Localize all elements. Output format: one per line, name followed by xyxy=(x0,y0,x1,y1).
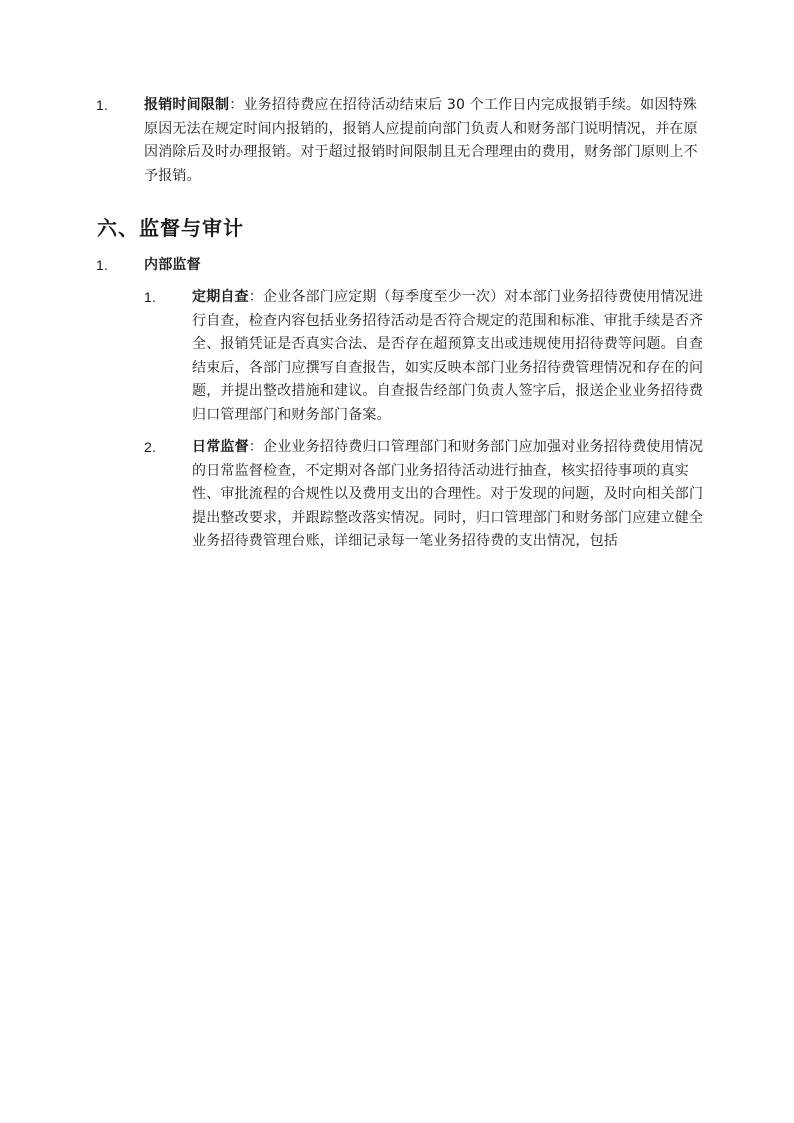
list-item-self-check xyxy=(144,286,714,427)
item-title: 报销时间限制 xyxy=(144,97,230,113)
list-item-report-time-limit xyxy=(96,94,716,188)
list-number: 1. xyxy=(96,257,109,273)
list-item-internal-supervision xyxy=(96,254,716,278)
list-number: 1. xyxy=(144,289,157,305)
list-number: 1. xyxy=(96,97,109,113)
list-item-content xyxy=(144,94,704,188)
item-title: 定期自查 xyxy=(192,289,249,305)
list-item-content xyxy=(192,436,710,554)
item-text: ：企业业务招待费归口管理部门和财务部门应加强对业务招待费使用情况的日常监督检查，不定期对各部门业务招待活动进行抽查，核实招待事项的真实性、审批流程的合规性以及费用支出的合理性。对于发现的问题，及时向相关部门提出整改要求，并跟踪整改落实情况。同时，归口管理部门和财务部门应建立健全业务招待费管理台账，详细记录每一笔业务招待费的支出情况，包括 xyxy=(192,439,704,549)
list-item-daily-supervision xyxy=(144,436,714,554)
list-item-content xyxy=(192,286,710,427)
item-text: ：业务招待费应在招待活动结束后 30 个工作日内完成报销手续。如因特殊原因无法在规定时间内报销的，报销人应提前向部门负责人和财务部门说明情况，并在原因消除后及时办理报销。对于超过报销时间限制且无合理理由的费用，财务部门原则上不予报销。 xyxy=(144,97,698,184)
section-heading: 六、监督与审计 xyxy=(97,216,244,240)
item-title: 内部监督 xyxy=(144,257,201,273)
item-title: 日常监督 xyxy=(192,439,249,455)
list-number: 2. xyxy=(144,439,157,455)
item-text: ：企业各部门应定期（每季度至少一次）对本部门业务招待费使用情况进行自查，检查内容包括业务招待活动是否符合规定的范围和标准、审批手续是否齐全、报销凭证是否真实合法、是否存在超预算支出或违规使用招待费等问题。自查结束后，各部门应撰写自查报告，如实反映本部门业务招待费管理情况和存在的问题，并提出整改措施和建议。自查报告经部门负责人签字后，报送企业业务招待费归口管理部门和财务部门备案。 xyxy=(192,289,704,423)
